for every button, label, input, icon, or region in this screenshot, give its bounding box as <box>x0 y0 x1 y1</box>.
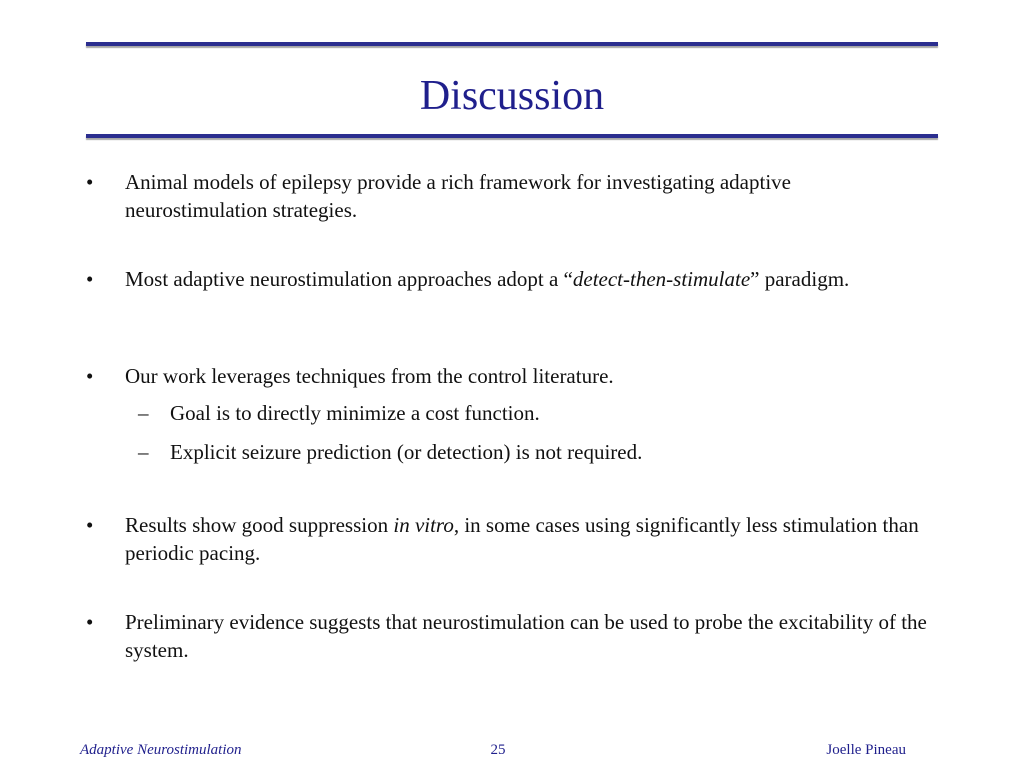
bullet-emphasis: in vitro <box>393 513 454 537</box>
bullet-emphasis: detect-then-stimulate <box>572 267 751 291</box>
footer-author: Joelle Pineau <box>826 742 906 758</box>
dash-icon: – <box>138 401 149 425</box>
sub-bullet-text: Goal is to directly minimize a cost function. <box>170 401 540 425</box>
bullet-icon: • <box>86 170 94 194</box>
title-divider <box>86 134 938 138</box>
sub-bullet-item-1 <box>138 399 928 427</box>
sub-bullet-text: Explicit seizure prediction (or detection) is not required. <box>170 440 643 464</box>
footer-presentation-title: Adaptive Neurostimulation <box>80 742 242 758</box>
top-divider <box>86 42 938 46</box>
bullet-item-3 <box>86 362 936 390</box>
bullet-icon: • <box>86 364 94 388</box>
bullet-item-1 <box>86 168 936 224</box>
sub-bullet-item-2 <box>138 438 928 466</box>
bullet-text-part: , in some cases using significantly less stimulation than periodic pacing. <box>125 513 919 565</box>
bullet-item-5 <box>86 608 936 664</box>
bullet-text-part: ” paradigm. <box>750 267 850 291</box>
dash-icon: – <box>138 440 149 464</box>
bullet-text: Our work leverages techniques from the control literature. <box>125 364 614 388</box>
bullet-text: Preliminary evidence suggests that neurostimulation can be used to probe the excitability of the system. <box>125 610 927 662</box>
bullet-text-part: Most adaptive neurostimulation approaches adopt a “ <box>125 267 573 291</box>
bullet-icon: • <box>86 513 94 537</box>
bullet-text: Animal models of epilepsy provide a rich framework for investigating adaptive neurostimulation strategies. <box>125 170 791 222</box>
bullet-icon: • <box>86 267 94 291</box>
bullet-text <box>125 511 936 567</box>
footer-page-number: 25 <box>490 742 506 758</box>
bullet-text <box>125 265 936 293</box>
bullet-item-4 <box>86 511 936 567</box>
bullet-text-part: Results show good suppression <box>125 513 394 537</box>
bullet-item-2 <box>86 265 936 293</box>
slide-title: Discussion <box>419 73 605 119</box>
bullet-icon: • <box>86 610 94 634</box>
